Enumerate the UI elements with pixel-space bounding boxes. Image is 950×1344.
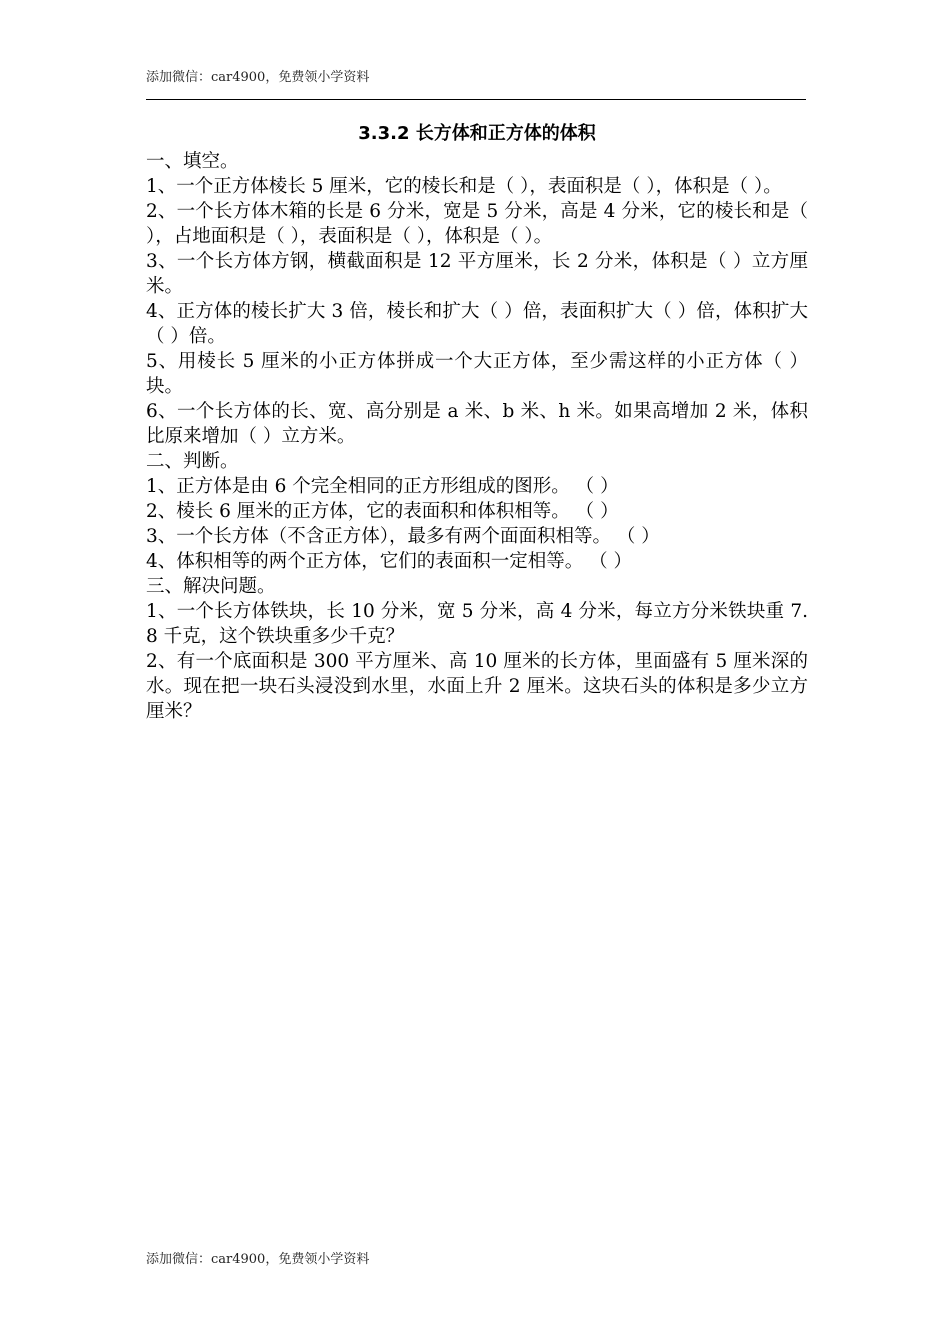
footer-note: 添加微信：car4900，免费领小学资料 [146,1252,370,1267]
true-false-question-2: 2、棱长 6 厘米的正方体，它的表面积和体积相等。 （ ） [146,501,619,522]
fill-blank-question-2: 2、一个长方体木箱的长是 6 分米，宽是 5 分米，高是 4 分米，它的棱长和是（ ），占地面积是（ ），表面积是（ ），体积是（ ）。 [146,201,808,247]
worksheet-body [146,121,808,724]
header-note: 添加微信：car4900，免费领小学资料 [146,70,370,85]
section-heading-fill-blank: 一、填空。 [146,151,239,172]
worksheet-title: 3.3.2 长方体和正方体的体积 [358,123,596,144]
header-divider [146,99,806,100]
fill-blank-question-3: 3、一个长方体方钢，横截面积是 12 平方厘米，长 2 分米，体积是（ ）立方厘米。 [146,251,808,297]
problem-solving-question-2: 2、有一个底面积是 300 平方厘米、高 10 厘米的长方体，里面盛有 5 厘米深的水。现在把一块石头浸没到水里，水面上升 2 厘米。这块石头的体积是多少立方厘米？ [146,651,808,722]
fill-blank-question-6: 6、一个长方体的长、宽、高分别是 a 米、b 米、h 米。如果高增加 2 米，体积比原来增加（ ）立方米。 [146,401,808,447]
fill-blank-question-5: 5、用棱长 5 厘米的小正方体拼成一个大正方体，至少需这样的小正方体（ ）块。 [146,351,808,397]
true-false-question-4: 4、体积相等的两个正方体，它们的表面积一定相等。 （ ） [146,551,633,572]
section-heading-problem-solving: 三、解决问题。 [146,576,276,597]
true-false-question-3: 3、一个长方体（不含正方体），最多有两个面面积相等。 （ ） [146,526,660,547]
fill-blank-question-1: 1、一个正方体棱长 5 厘米，它的棱长和是（ ），表面积是（ ），体积是（ ）。 [146,176,782,197]
fill-blank-question-4: 4、正方体的棱长扩大 3 倍，棱长和扩大（ ）倍，表面积扩大（ ）倍，体积扩大（ ）倍。 [146,301,808,347]
section-heading-true-false: 二、判断。 [146,451,239,472]
true-false-question-1: 1、正方体是由 6 个完全相同的正方形组成的图形。 （ ） [146,476,619,497]
problem-solving-question-1: 1、一个长方体铁块，长 10 分米，宽 5 分米，高 4 分米，每立方分米铁块重 7.8 千克，这个铁块重多少千克？ [146,601,808,647]
